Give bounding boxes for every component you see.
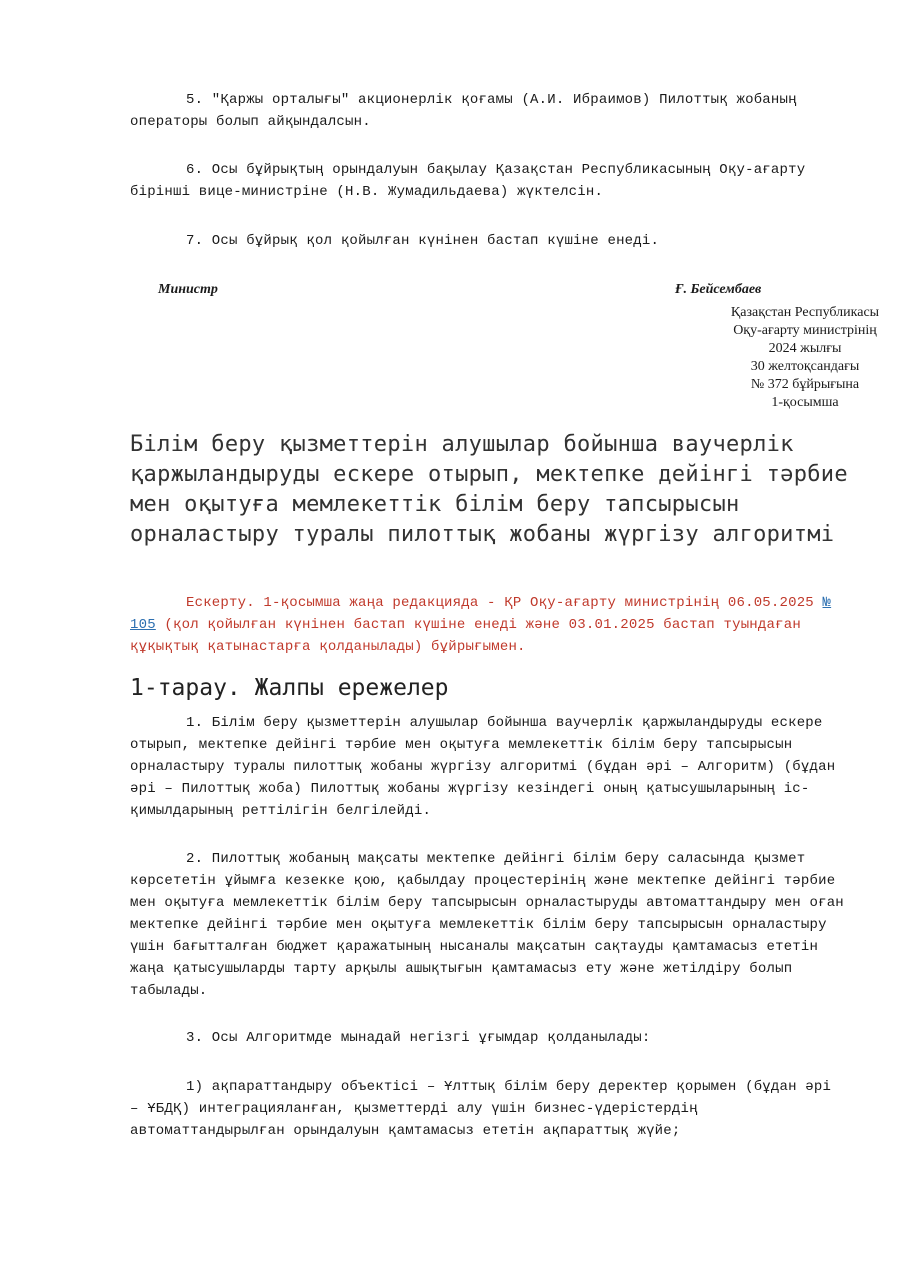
approval-line: 1-қосымша [771,395,839,410]
signature-name: Ғ. Бейсембаев [675,282,762,297]
paragraph-5: 5. "Қаржы орталығы" акционерлік қоғамы (А.И. Ибраимов) Пилоттық жобаның операторы болып айқындалсын. [130,92,806,130]
clause-1: 1. Білім беру қызметтерін алушылар бойынша ваучерлік қаржыландыруды ескере отырып, мектепке дейінгі тәрбие мен оқытуға мемлекеттік білім беру тапсырысын орналастыру туралы пилоттық жобаны жүргізу алгоритмі (бұдан әрі – Алгоритм) (бұдан әрі – Пилоттық жоба) Пилоттық жобаны жүргізу кезіндегі оның қатысушыларының іс-қимылдарының реттілігін белгілейді. [130,715,844,819]
approval-line: Оқу-ағарту министрінің [733,323,877,338]
chapter-heading: 1-тарау. Жалпы ережелер [130,675,449,701]
note-text-before: Ескерту. 1-қосымша жаңа редакцияда - ҚР Оқу-ағарту министрінің 06.05.2025 [186,595,823,611]
note-text-after: (қол қойылған күнінен бастап күшіне енеді және 03.01.2025 бастап туындаған құқықтық қатынастарға қолданылады) бұйрығымен. [130,617,801,655]
approval-line: № 372 бұйрығына [750,377,860,392]
approval-line: 30 желтоқсандағы [750,359,860,374]
clause-3: 3. Осы Алгоритмде мынадай негізгі ұғымдар қолданылады: [186,1030,651,1046]
paragraph-6: 6. Осы бұйрықтың орындалуын бақылау Қазақстан Республикасының Оқу-ағарту бірінші вице-министріне (Н.В. Жумадильдаева) жүктелсін. [130,162,814,200]
clause-2: 2. Пилоттық жобаның мақсаты мектепке дейінгі білім беру саласында қызмет көрсететін ұйымға кезекке қою, қабылдау процестерінің және мектепке дейінгі тәрбие мен оқытуға мемлекеттік білім беру тапсырысын орналастыруды автоматтандыру мен оған мектепке дейінгі тәрбие мен оқытуға мемлекеттік білім беру тапсырысын орналастыру үшін бағытталған бюджет қаражатының нысаналы мақсатын сақтауды қамтамасыз ететін жаңа қатысушыларды тарту арқылы ашықтығын қамтамасыз ету және жетілдіру болып табылады. [130,851,853,999]
paragraph-7: 7. Осы бұйрық қол қойылған күнінен бастап күшіне енеді. [186,233,660,249]
approval-line: Қазақстан Республикасы [730,305,880,320]
approval-line: 2024 жылғы [768,341,842,356]
order-link[interactable]: № 105 [130,595,832,633]
editorial-note [130,592,850,658]
document-title: Білім беру қызметтерін алушылар бойынша ваучерлік қаржыландыруды ескере отырып, мектепке дейінгі тәрбие мен оқытуға мемлекеттік білім беру тапсырысын орналастыру туралы пилоттық жобаны жүргізу алгоритмі [130,432,848,547]
approval-stamp [720,304,890,412]
clause-3-item-1: 1) ақпараттандыру объектісі – Ұлттық білім беру деректер қорымен (бұдан әрі – ҰБДҚ) интеграцияланған, қызметтерді алу үшін бизнес-үдерістердің автоматтандырылған орындалуын қамтамасыз ететін ақпараттық жүйе; [130,1079,840,1139]
signature-position: Министр [158,282,218,297]
